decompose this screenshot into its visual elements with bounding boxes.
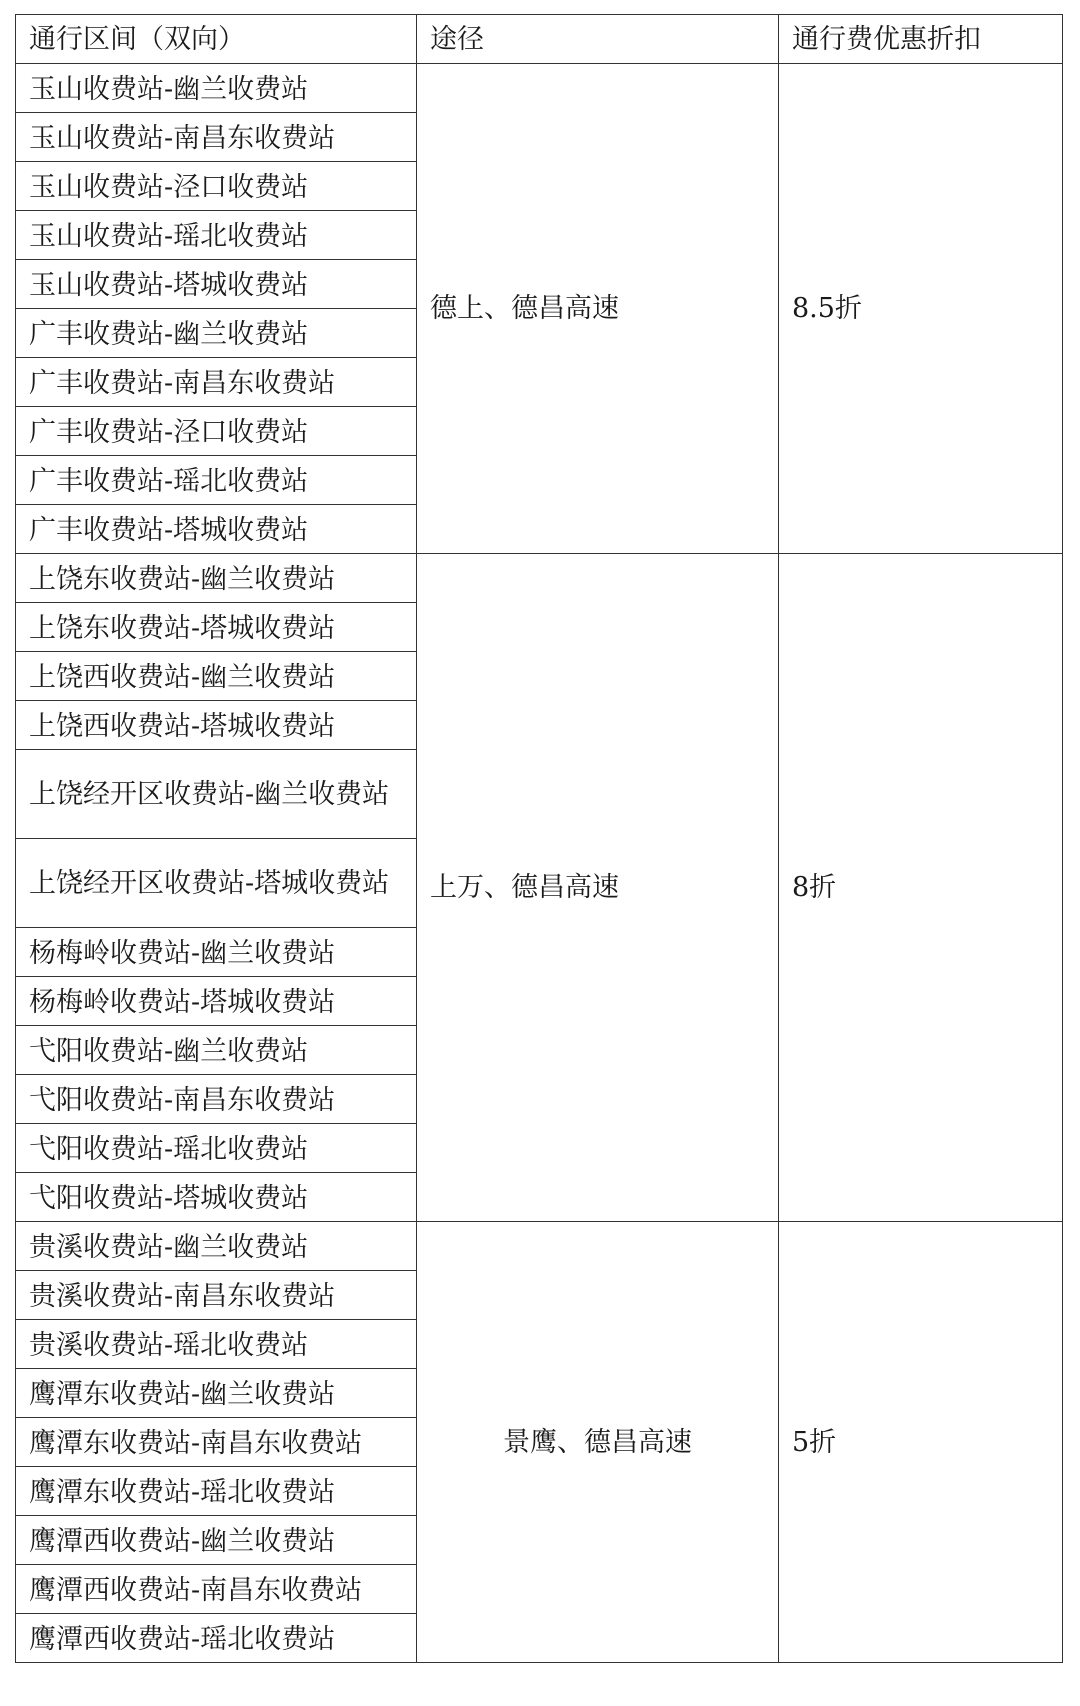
interval-cell: 弋阳收费站-南昌东收费站 — [16, 1075, 417, 1124]
header-interval: 通行区间（双向） — [16, 15, 417, 64]
discount-cell: 8折 — [779, 554, 1063, 1222]
interval-cell: 鹰潭西收费站-南昌东收费站 — [16, 1565, 417, 1614]
interval-cell: 上饶西收费站-幽兰收费站 — [16, 652, 417, 701]
header-discount: 通行费优惠折扣 — [779, 15, 1063, 64]
interval-cell: 玉山收费站-泾口收费站 — [16, 162, 417, 211]
route-cell: 上万、德昌高速 — [417, 554, 779, 1222]
table-row — [16, 64, 1063, 113]
interval-cell: 贵溪收费站-瑶北收费站 — [16, 1320, 417, 1369]
interval-cell: 上饶经开区收费站-幽兰收费站 — [16, 750, 417, 839]
table-body — [16, 64, 1063, 1663]
interval-cell: 鹰潭西收费站-瑶北收费站 — [16, 1614, 417, 1663]
interval-cell: 贵溪收费站-南昌东收费站 — [16, 1271, 417, 1320]
interval-cell: 广丰收费站-瑶北收费站 — [16, 456, 417, 505]
interval-cell: 弋阳收费站-瑶北收费站 — [16, 1124, 417, 1173]
route-cell: 景鹰、德昌高速 — [417, 1222, 779, 1663]
interval-cell: 上饶西收费站-塔城收费站 — [16, 701, 417, 750]
interval-cell: 弋阳收费站-塔城收费站 — [16, 1173, 417, 1222]
interval-cell: 鹰潭东收费站-瑶北收费站 — [16, 1467, 417, 1516]
interval-cell: 上饶东收费站-塔城收费站 — [16, 603, 417, 652]
header-row — [16, 15, 1063, 64]
header-route: 途径 — [417, 15, 779, 64]
interval-cell: 上饶东收费站-幽兰收费站 — [16, 554, 417, 603]
interval-cell: 鹰潭东收费站-南昌东收费站 — [16, 1418, 417, 1467]
route-cell: 德上、德昌高速 — [417, 64, 779, 554]
interval-cell: 玉山收费站-南昌东收费站 — [16, 113, 417, 162]
interval-cell: 玉山收费站-幽兰收费站 — [16, 64, 417, 113]
interval-cell: 上饶经开区收费站-塔城收费站 — [16, 839, 417, 928]
interval-cell: 广丰收费站-南昌东收费站 — [16, 358, 417, 407]
interval-cell: 杨梅岭收费站-幽兰收费站 — [16, 928, 417, 977]
interval-cell: 杨梅岭收费站-塔城收费站 — [16, 977, 417, 1026]
table-row — [16, 554, 1063, 603]
interval-cell: 广丰收费站-幽兰收费站 — [16, 309, 417, 358]
table-header — [16, 15, 1063, 64]
discount-cell: 8.5折 — [779, 64, 1063, 554]
interval-cell: 广丰收费站-泾口收费站 — [16, 407, 417, 456]
interval-cell: 鹰潭西收费站-幽兰收费站 — [16, 1516, 417, 1565]
interval-cell: 玉山收费站-瑶北收费站 — [16, 211, 417, 260]
interval-cell: 玉山收费站-塔城收费站 — [16, 260, 417, 309]
interval-cell: 鹰潭东收费站-幽兰收费站 — [16, 1369, 417, 1418]
discount-cell: 5折 — [779, 1222, 1063, 1663]
interval-cell: 广丰收费站-塔城收费站 — [16, 505, 417, 554]
table-row — [16, 1222, 1063, 1271]
interval-cell: 弋阳收费站-幽兰收费站 — [16, 1026, 417, 1075]
toll-discount-table — [15, 14, 1063, 1663]
interval-cell: 贵溪收费站-幽兰收费站 — [16, 1222, 417, 1271]
